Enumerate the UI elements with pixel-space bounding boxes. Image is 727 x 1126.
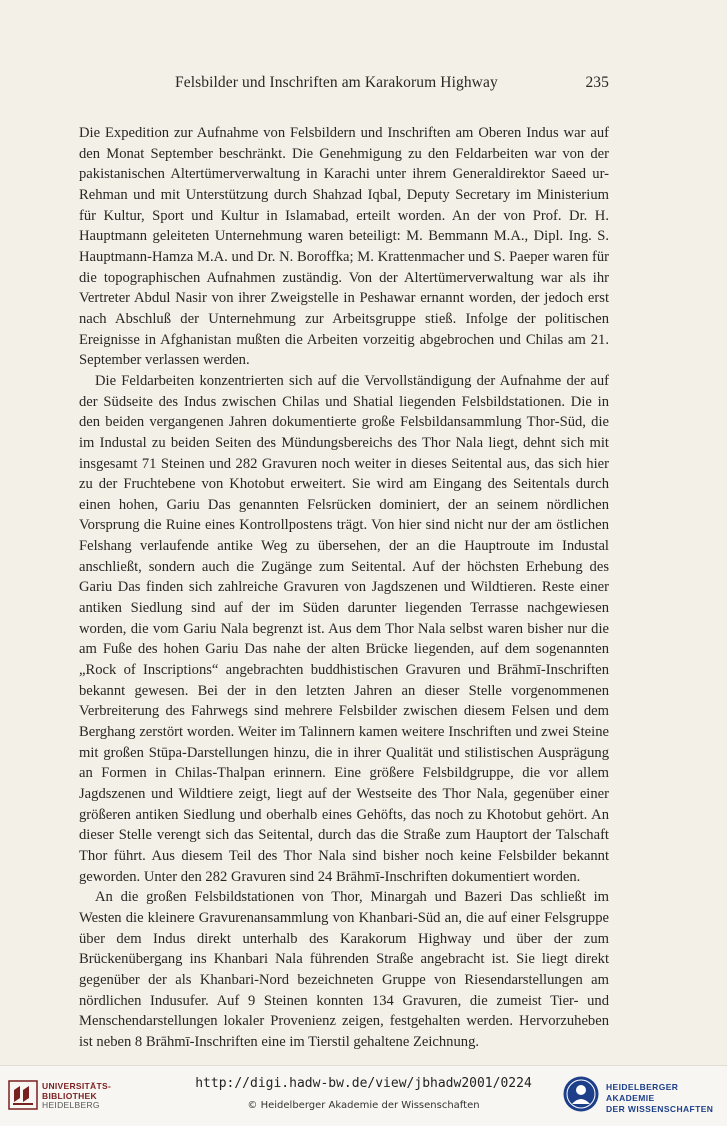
paragraph-khanbari: An die großen Felsbildstationen von Thor, Minargah und Bazeri Das schließt im Westen die kleinere Gravurenansammlung von Khanbari-Süd an, die auf einer Felsgruppe über dem Indus direkt unterhalb des Karakorum Highway und über der zum Brückenübergang ins Khanbari Nala führenden Straße angebracht ist. Sie liegt direkt gegenüber der als Khanbari-Nord bezeichneten Gruppe von Riesendarstellungen am nördlichen Indusufer. Auf 9 Steinen konnten 134 Gravuren, die zumeist Tier- und Menschendarstellungen lokaler Provenienz zeigen, festgehalten werden. Hervorzuheben ist neben 8 Brāhmī-Inschriften eine im Tierstil gehaltene Zeichnung. xyxy=(79,889,609,1050)
digitization-footer xyxy=(0,1065,727,1126)
permalink-url[interactable]: http://digi.hadw-bw.de/view/jbhadw2001/0224 xyxy=(195,1076,532,1091)
academy-name-line2: DER WISSENSCHAFTEN xyxy=(606,1104,714,1114)
copyright-notice: © Heidelberger Akademie der Wissenschaften xyxy=(247,1100,480,1111)
academy-name xyxy=(606,1082,727,1115)
library-name-line1: UNIVERSITÄTS- xyxy=(42,1081,112,1091)
academy-seal-icon xyxy=(562,1075,600,1113)
library-name-line3: HEIDELBERG xyxy=(42,1100,100,1110)
body-text xyxy=(79,123,609,1053)
paragraph-fieldwork: Die Feldarbeiten konzentrierten sich auf die Vervollständigung der Aufnahme der auf der Südseite des Indus zwischen Chilas und Shatial liegenden Felsbildstationen. Die in den beiden vergangenen Jahren dokumentierte große Felsbildansammlung Thor-Süd, die im Industal zu beiden Seiten des Mündungsbereichs des Thor Nala liegt, dehnt sich mit insgesamt 71 Steinen und 282 Gravuren noch weiter in dieses Seitental aus, das sich hier zu der Fruchtebene von Khotobut erweitert. Sie wird am Eingang des Seitentals durch einen hohen, Gariu Das genannten Felsrücken dominiert, der an seinem nördlichen Vorsprung die Ruine eines Kontrollpostens trägt. Von hier sind nicht nur der am östlichen Felshang verlaufende antike Weg zu übersehen, der an die Hauptroute im Industal anschließt, sondern auch die Zugänge zum Seitental. Auf der höchsten Erhebung des Gariu Das finden sich zahlreiche Gravuren von Jagdszenen und Wildtieren. Reste einer antiken Siedlung sind auf der im Süden darunter liegenden Terrasse nachgewiesen worden, die vom Gariu Nala begrenzt ist. Aus dem Thor Nala selbst waren bisher nur die am Fuße des hohen Gariu Das nahe der alten Brücke liegenden, auf dem sogenannten „Rock of Inscriptions“ angebrachten buddhistischen Gravuren und Brāhmī-Inschriften bekannt gewesen. Bei der in den letzten Jahren an dieser Stelle vorgenommenen Verbreiterung des Fahrwegs sind mehrere Felsbilder zwischen diesem Felsen und dem Berghang zerstört worden. Weiter im Talinnern kamen weitere Inschriften und zwei Steine mit großen Stūpa-Darstellungen hinzu, die in ihrer Qualität und stilistischen Ausprägung an Formen in Chilas-Thalpan erinnern. Eine größere Felsbildgruppe, die vor allem Jagdszenen und Wildtiere zeigt, liegt auf der Westseite des Thor Nala, gegenüber einer größeren antiken Siedlung und oberhalb eines Gehöfts, das noch zu Khotobut gehört. An dieser Stelle verengt sich das Seitental, durch das die Straße zum Hauptort der Talschaft Thor führt. Aus diesem Teil des Thor Nala sind bisher noch keine Felsbilder bekannt geworden. Unter den 282 Gravuren sind 24 Brāhmī-Inschriften dokumentiert worden. xyxy=(79,372,609,885)
running-title: Felsbilder und Inschriften am Karakorum Highway xyxy=(175,74,498,91)
academy-name-line1: HEIDELBERGER AKADEMIE xyxy=(606,1082,679,1103)
library-name-line2: BIBLIOTHEK xyxy=(42,1090,97,1101)
paragraph-expedition: Die Expedition zur Aufnahme von Felsbildern und Inschriften am Oberen Indus war auf den Monat September beschränkt. Die Genehmigung zu den Feldarbeiten war von der pakistanischen Altertümerverwaltung in Karachi unter ihrem Generaldirektor Saeed ur-Rehman und mit Unterstützung durch Shahzad Iqbal, Deputy Secretary im Ministerium für Kultur, Sport und Kultur in Islamabad, erteilt worden. An der von Prof. Dr. H. Hauptmann geleiteten Unternehmung waren beteiligt: M. Bemmann M.A., Dipl. Ing. S. Hauptmann-Hamza M.A. und Dr. N. Boroffka; M. Krattenmacher und S. Paeper waren für die topographischen Aufnahmen zuständig. Von der Altertümerverwaltung war als ihr Vertreter Abdul Nasir von ihrer Zweigstelle in Peshawar ernannt worden, der jedoch erst nach Abschluß der Unternehmung zur Arbeitsgruppe stieß. Infolge der politischen Ereignisse in Afghanistan mußten die Arbeiten vorzeitig abgebrochen und Chilas am 21. September verlassen werden. xyxy=(79,125,609,369)
page-number: 235 xyxy=(585,74,609,91)
page-header xyxy=(79,74,609,96)
